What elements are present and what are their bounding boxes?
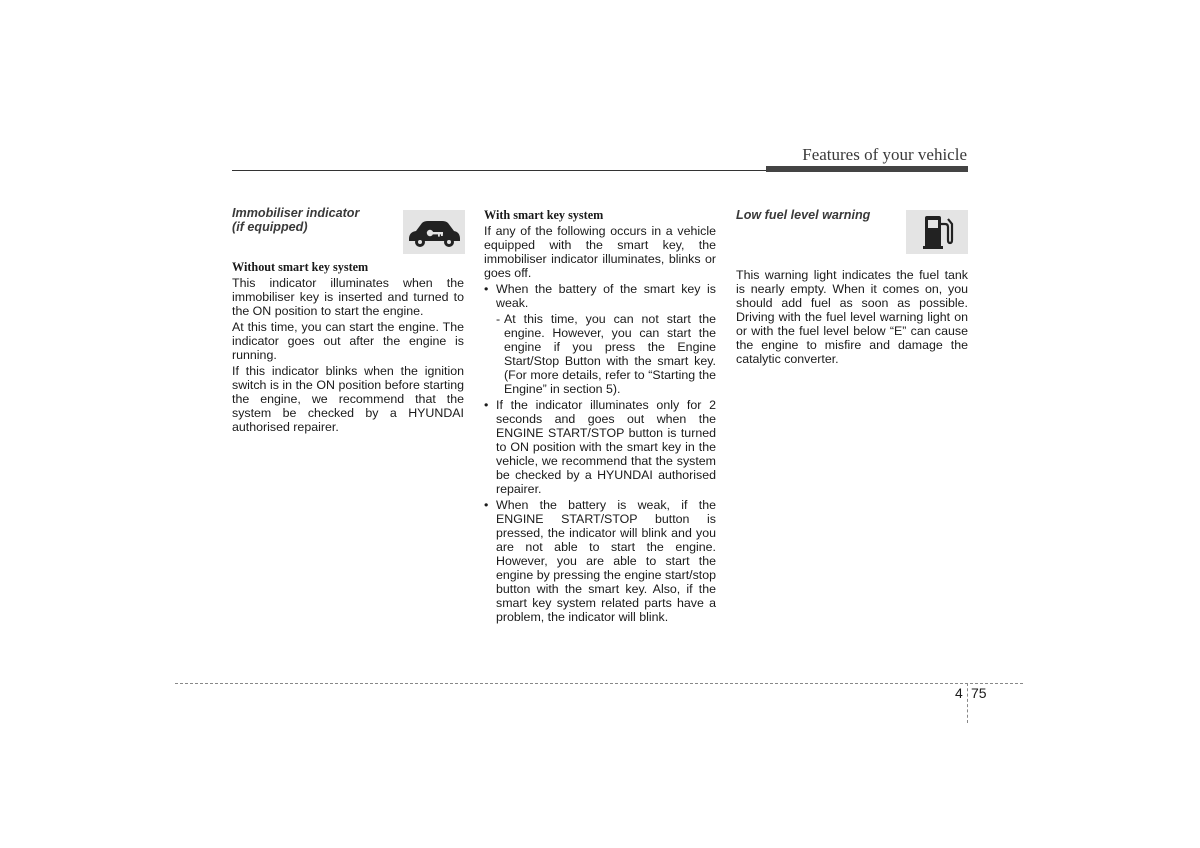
bullet-text: When the battery of the smart key is weak.: [496, 282, 716, 310]
dash-text: At this time, you can not start the engine. However, you can start the engine if you press the Engine Start/Stop Button with the smart key. (For more details, refer to “Starting the Engine” in section 5).: [504, 312, 716, 396]
footer-rule: [175, 683, 1023, 684]
section-title-low-fuel: Low fuel level warning: [736, 208, 871, 222]
bullet-mark: •: [484, 282, 489, 296]
immobiliser-paragraph-1: This indicator illuminates when the immobiliser key is inserted and turned to the ON position to start the engine.: [232, 276, 464, 318]
subtitle-with-smart-key: With smart key system: [484, 208, 604, 222]
immobiliser-icon-box: [403, 210, 465, 254]
smart-key-intro: If any of the following occurs in a vehicle equipped with the smart key, the immobiliser indicator illuminates, blinks or goes off.: [484, 224, 716, 280]
bullet-item-battery-weak-blink: [484, 498, 716, 624]
bullet-text: If the indicator illuminates only for 2 seconds and goes out when the ENGINE START/STOP button is turned to ON position with the smart key in the vehicle, we recommend that the system be checked by a HYUNDAI authorised repairer.: [496, 398, 716, 496]
fuel-pump-icon: [917, 212, 957, 252]
dash-item-cannot-start: [484, 312, 716, 396]
low-fuel-paragraph: This warning light indicates the fuel tank is nearly empty. When it comes on, you should add fuel as soon as possible. Driving with the fuel level warning light on or with the fuel level below “E” can cause the engine to misfire and damage the catalytic converter.: [736, 268, 968, 366]
section-title-immobiliser: Immobiliser indicator (if equipped): [232, 206, 360, 234]
immobiliser-car-key-icon: [405, 215, 463, 249]
immobiliser-paragraph-2: At this time, you can start the engine. The indicator goes out after the engine is running.: [232, 320, 464, 362]
bullet-mark: •: [484, 398, 489, 412]
bullet-item-battery-weak: [484, 282, 716, 310]
header-bar: [766, 166, 968, 172]
fuel-icon-box: [906, 210, 968, 254]
bullet-mark: •: [484, 498, 489, 512]
subtitle-without-smart-key: Without smart key system: [232, 260, 369, 274]
column-smart-key: [484, 206, 716, 624]
dash-mark: -: [496, 312, 501, 326]
page-number: 75: [971, 685, 987, 701]
chapter-number: 4: [955, 685, 963, 701]
bullet-item-indicator-2-seconds: [484, 398, 716, 496]
immobiliser-paragraph-3: If this indicator blinks when the ignition switch is in the ON position before starting the engine, we recommend that the system be checked by a HYUNDAI authorised repairer.: [232, 364, 464, 434]
footer-vertical-rule: [967, 683, 968, 723]
bullet-text: When the battery is weak, if the ENGINE START/STOP button is pressed, the indicator will blink and you are not able to start the engine. However, you are able to start the engine by pressing the engine start/stop button with the smart key. Also, if the smart key system related parts have a problem, the indicator will blink.: [496, 498, 716, 624]
page-header-title: Features of your vehicle: [802, 145, 967, 164]
